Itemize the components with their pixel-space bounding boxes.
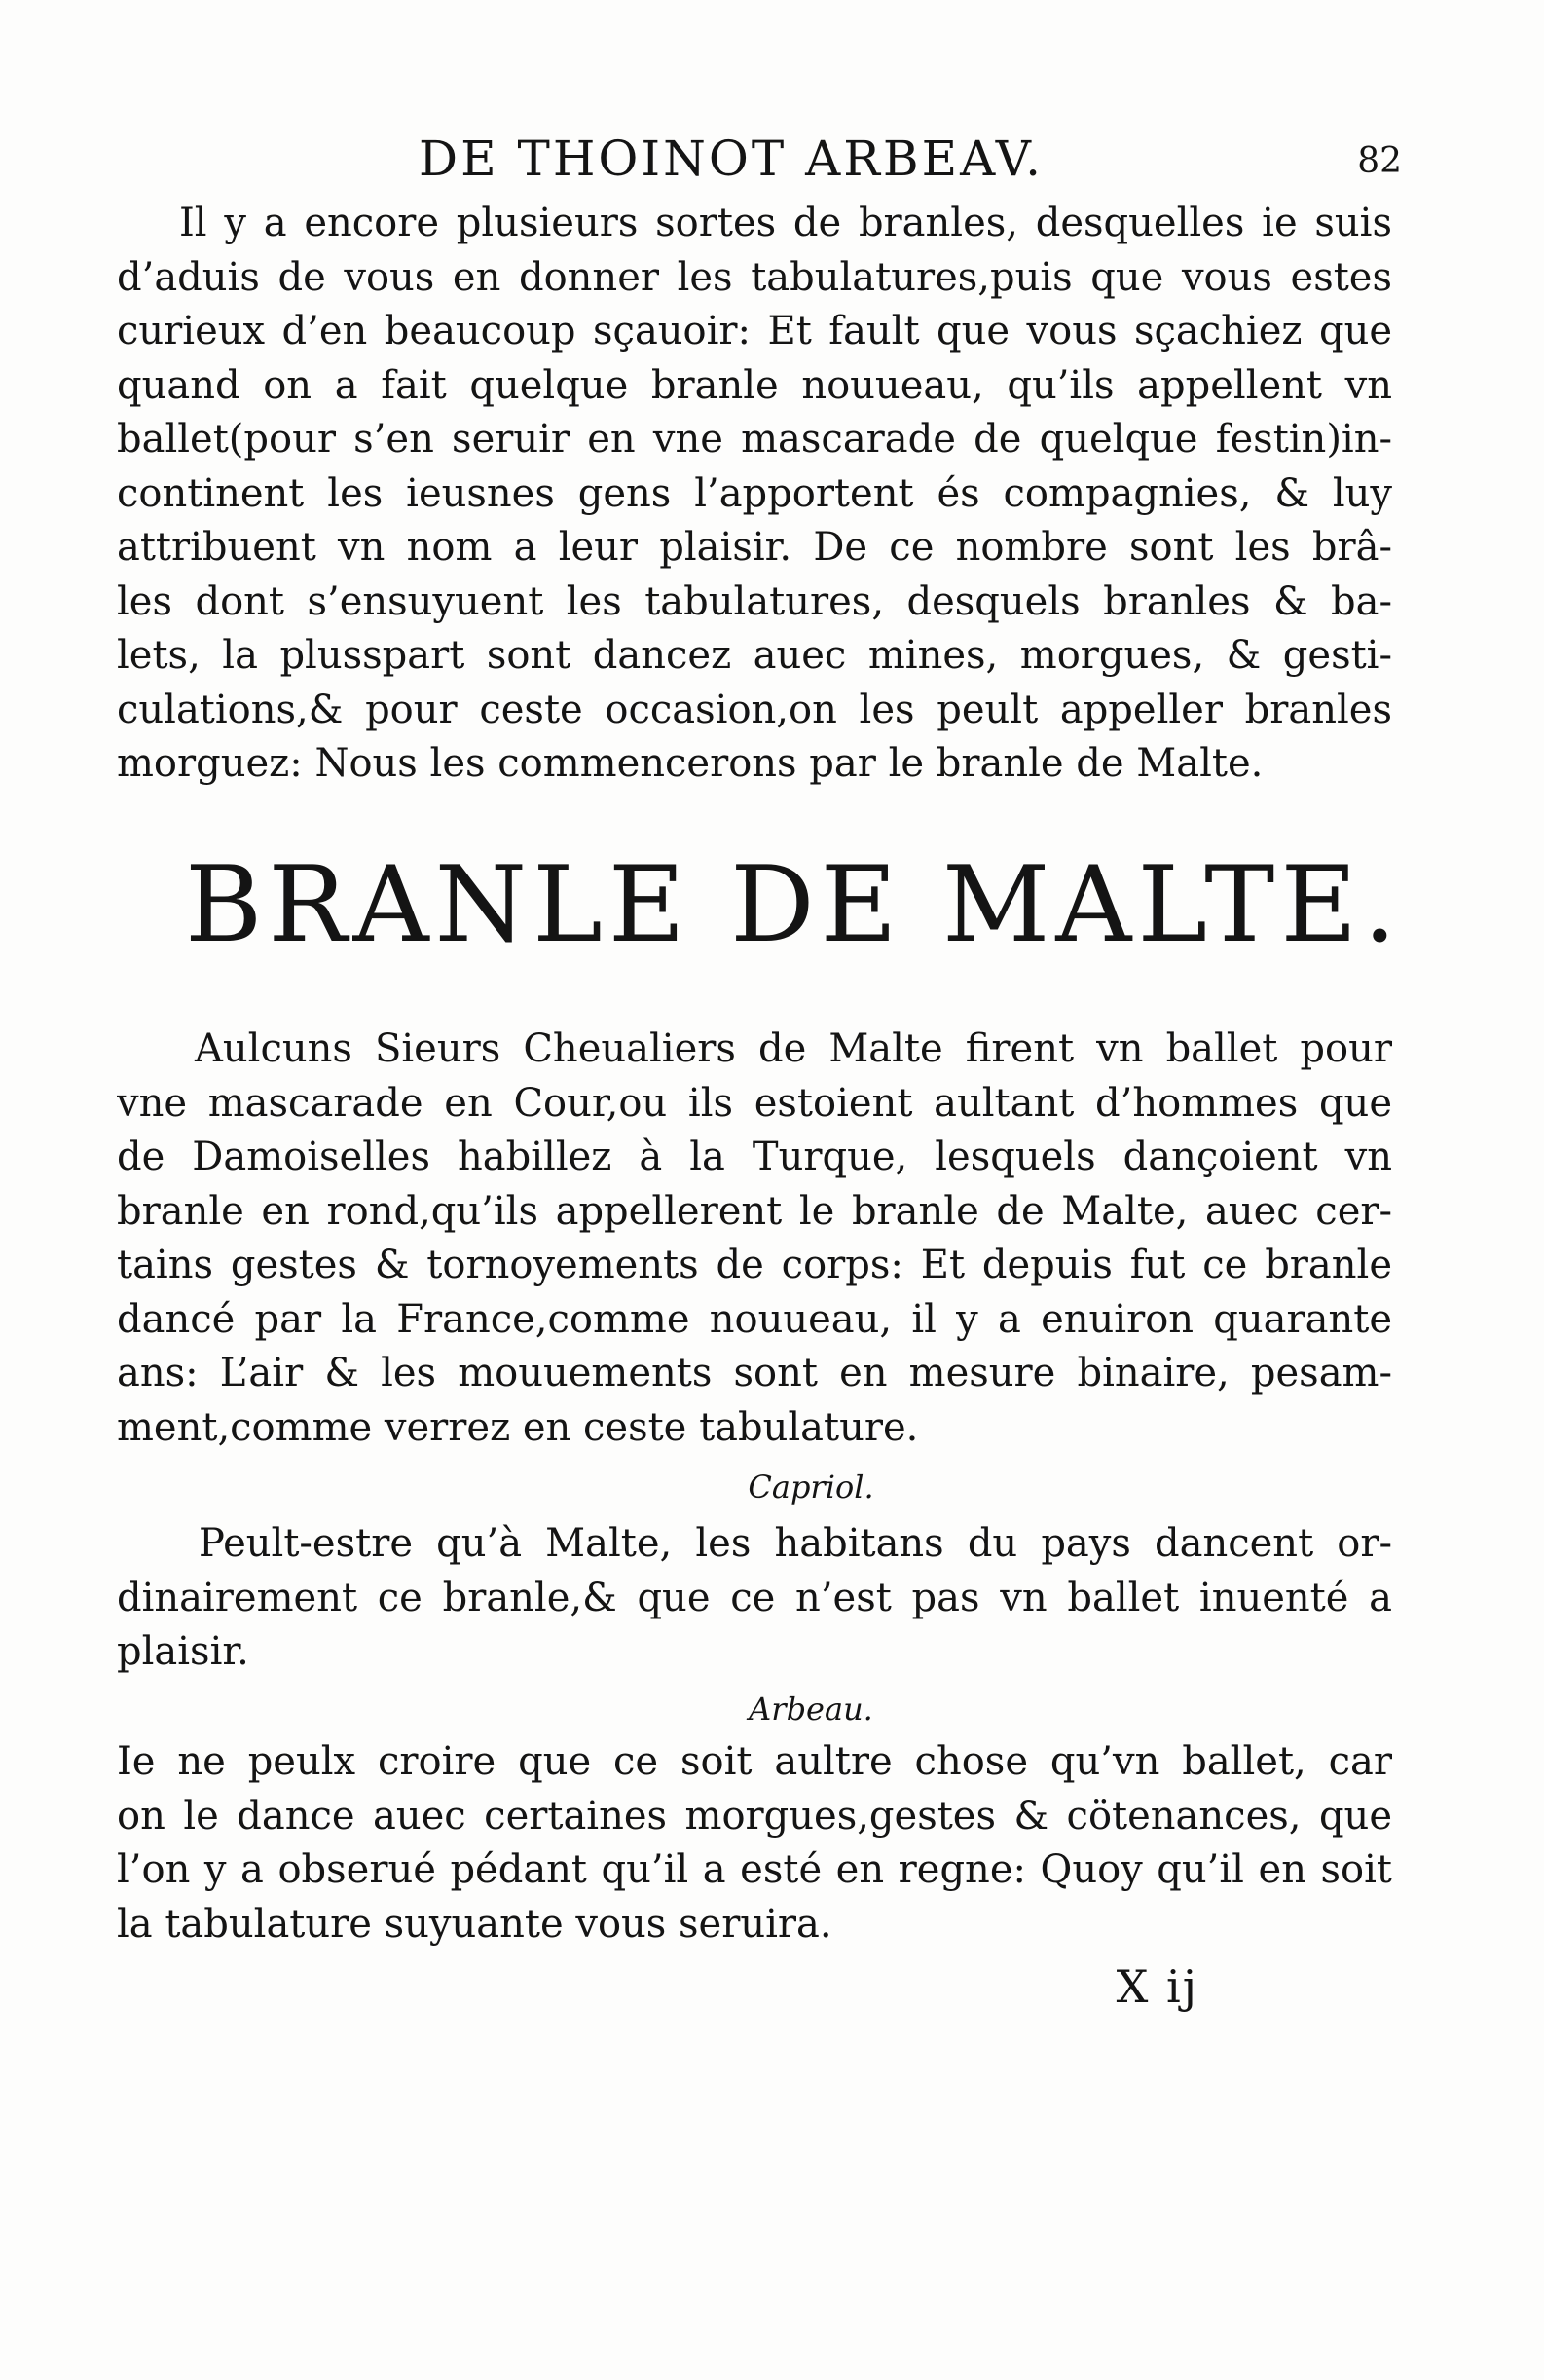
section-title: BRANLE DE MALTE. bbox=[185, 844, 1403, 966]
capriol-paragraph bbox=[117, 1517, 1392, 1680]
text-line: culations,& pour ceste occasion,on les peult appeller branles bbox=[117, 687, 1392, 732]
text-line: attribuent vn nom a leur plaisir. De ce nombre sont les brâ- bbox=[117, 525, 1392, 570]
intro-paragraph bbox=[117, 197, 1392, 792]
text-line: Peult-estre qu’à Malte, les habitans du pays dancent or- bbox=[199, 1521, 1392, 1566]
arbeau-paragraph bbox=[117, 1735, 1392, 1952]
text-line: Aulcuns Sieurs Cheualiers de Malte firent vn ballet pour bbox=[195, 1026, 1392, 1071]
speaker-capriol: Capriol. bbox=[748, 1469, 874, 1506]
text-line: ballet(pour s’en seruir en vne mascarade de quelque festin)in- bbox=[117, 417, 1392, 462]
speaker-arbeau: Arbeau. bbox=[749, 1691, 873, 1728]
text-line: morguez: Nous les commencerons par le branle de Malte. bbox=[117, 741, 1264, 786]
text-line: quand on a fait quelque branle nouueau, qu’ils appellent vn bbox=[117, 362, 1392, 408]
page-header bbox=[117, 125, 1421, 193]
text-line: tains gestes & tornoyements de corps: Et depuis fut ce branle bbox=[117, 1243, 1392, 1287]
malte-paragraph bbox=[117, 1023, 1392, 1455]
text-line: l’on y a obserué pédant qu’il a esté en regne: Quoy qu’il en soit bbox=[117, 1847, 1392, 1892]
text-line: ans: L’air & les mouuements sont en mesure binaire, pesam- bbox=[117, 1351, 1392, 1395]
text-line: continent les ieusnes gens l’apportent és compagnies, & luy bbox=[117, 470, 1392, 516]
text-line: d’aduis de vous en donner les tabulatures,puis que vous estes bbox=[117, 254, 1392, 300]
text-line: curieux d’en beaucoup sçauoir: Et fault que vous sçachiez que bbox=[117, 309, 1392, 353]
text-line: vne mascarade en Cour,ou ils estoient aultant d’hommes que bbox=[117, 1080, 1392, 1126]
text-line: branle en rond,qu’ils appellerent le branle de Malte, auec cer- bbox=[117, 1188, 1392, 1234]
text-line: Ie ne peulx croire que ce soit aultre chose qu’vn ballet, car bbox=[117, 1739, 1392, 1784]
text-line: la tabulature suyuante vous seruira. bbox=[117, 1901, 832, 1947]
page-number: 82 bbox=[1357, 141, 1402, 181]
running-title: DE THOINOT ARBEAV. bbox=[419, 130, 1045, 187]
text-line: plaisir. bbox=[117, 1629, 249, 1674]
text-line: les dont s’ensuyuent les tabulatures, desquels branles & ba- bbox=[117, 578, 1392, 624]
text-line: dinairement ce branle,& que ce n’est pas vn ballet inuenté a bbox=[117, 1575, 1392, 1620]
text-line: on le dance auec certaines morgues,gestes & cötenances, que bbox=[117, 1793, 1392, 1839]
signature-mark: X ij bbox=[1116, 1960, 1198, 2013]
text-line: de Damoiselles habillez à la Turque, lesquels dançoient vn bbox=[117, 1134, 1392, 1179]
text-line: ment,comme verrez en ceste tabulature. bbox=[117, 1404, 919, 1450]
text-line: dancé par la France,comme nouueau, il y a enuiron quarante bbox=[117, 1296, 1392, 1342]
text-line: lets, la plusspart sont dancez auec mines, morgues, & gesti- bbox=[117, 633, 1392, 678]
text-line: Il y a encore plusieurs sortes de branles, desquelles ie suis bbox=[179, 201, 1392, 245]
